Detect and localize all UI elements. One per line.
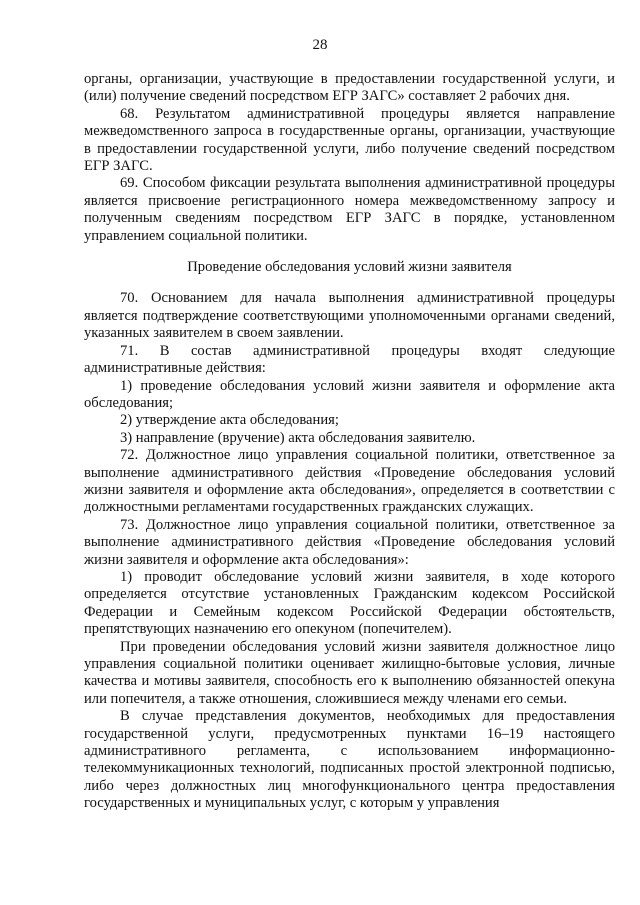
section-heading: Проведение обследования условий жизни заявителя <box>187 259 512 276</box>
paragraph-72: 72. Должностное лицо управления социальной политики, ответственное за выполнение административного действия «Проведение обследования условий жизни заявителя и оформление акта обследования», определяется в соответствии с должностными регламентами государственных гражданских служащих. <box>84 447 615 516</box>
paragraph-71-item-1: 1) проведение обследования условий жизни заявителя и оформление акта обследования; <box>84 377 615 411</box>
paragraph-69: 69. Способом фиксации результата выполнения административной процедуры является присвоение регистрационного номера межведомственному запросу и полученным сведениям посредством ЕГР ЗАГС в порядке, установленном управлением социальной политики. <box>84 175 615 244</box>
paragraph-71-item-3: 3) направление (вручение) акта обследования заявителю. <box>120 429 476 446</box>
paragraph-71-item-2: 2) утверждение акта обследования; <box>120 412 339 429</box>
page-number: 28 <box>312 37 328 53</box>
paragraph-71: 71. В состав административной процедуры входят следующие административные действия: <box>84 342 615 377</box>
paragraph-73-item-1: 1) проводит обследование условий жизни заявителя, в ходе которого определяется отсутствие установленных Гражданским кодексом Российской Федерации и Семейным кодексом Российской Федерации обстоятельств, препятствующих назначению его опекуном (попечителем). <box>84 568 615 638</box>
document-body <box>84 71 615 813</box>
paragraph-73: 73. Должностное лицо управления социальной политики, ответственное за выполнение административного действия «Проведение обследования условий жизни заявителя и оформление акта обследования»: <box>84 516 615 568</box>
paragraph-70: 70. Основанием для начала выполнения административной процедуры является подтверждение соответствующими уполномоченными органами сведений, указанных заявителем в своем заявлении. <box>84 290 615 342</box>
paragraph-68: 68. Результатом административной процедуры является направление межведомственного запроса в государственные органы, организации, участвующие в предоставлении государственной услуги, либо получение сведений посредством ЕГР ЗАГС. <box>84 105 615 175</box>
paragraph-documents-submission: В случае представления документов, необходимых для предоставления государственной услуги, предусмотренных пунктами 16–19 настоящего административного регламента, с использованием информационно-телекоммуникационных технологий, подписанных простой электронной подписью, либо через должностных лиц многофункционального центра предоставления государственных и муниципальных услуг, с которым у управления <box>84 708 615 812</box>
paragraph-continuation: органы, организации, участвующие в предоставлении государственной услуги, и (или) получение сведений посредством ЕГР ЗАГС» составляет 2 рабочих дня. <box>84 71 615 105</box>
paragraph-inspection-assessment: При проведении обследования условий жизни заявителя должностное лицо управления социальной политики оценивает жилищно-бытовые условия, личные качества и мотивы заявителя, способность его к выполнению обязанностей опекуна или попечителя, а также отношения, сложившиеся между членами его семьи. <box>84 638 615 707</box>
